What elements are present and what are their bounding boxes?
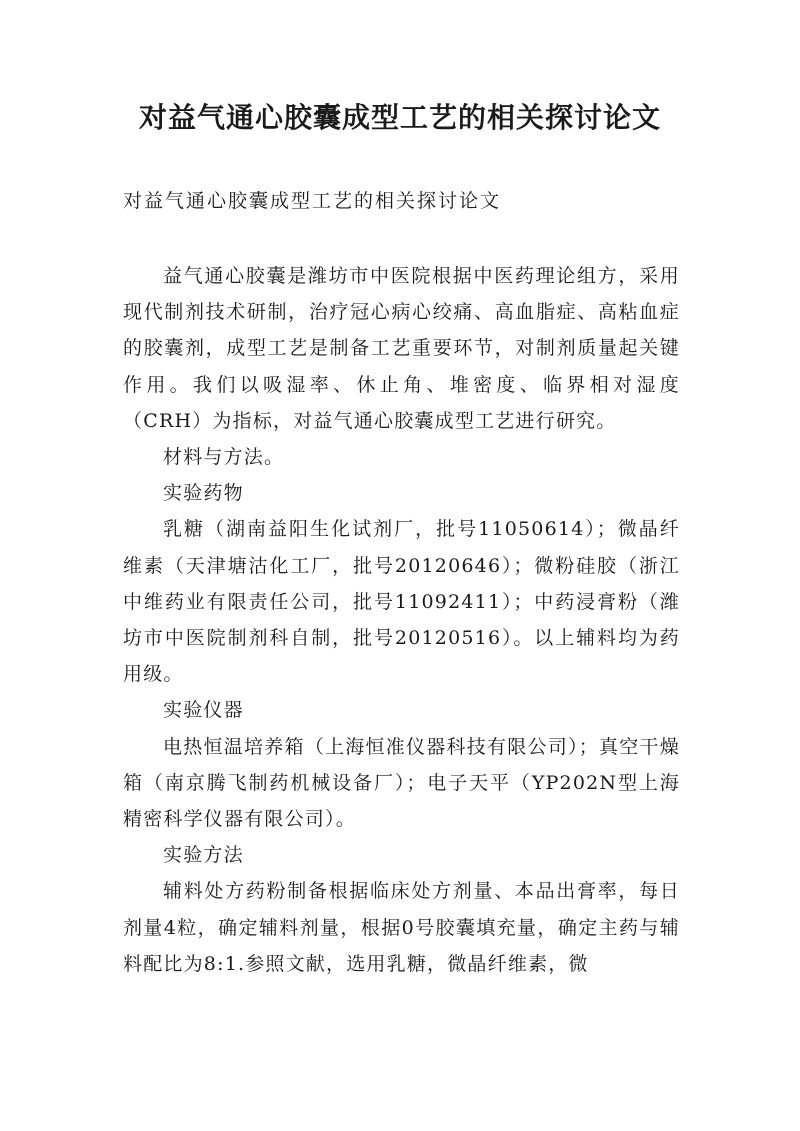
paragraph-instruments: 电热恒温培养箱（上海恒准仪器科技有限公司）；真空干燥箱（南京腾飞制药机械设备厂）；电子天平（YP202N型上海精密科学仪器有限公司）。 <box>123 735 680 831</box>
document-body <box>123 258 680 982</box>
heading-methods: 实验方法 <box>163 844 244 867</box>
heading-experimental-drugs: 实验药物 <box>163 482 244 505</box>
heading-instruments: 实验仪器 <box>163 699 244 722</box>
heading-materials-methods: 材料与方法。 <box>163 446 285 469</box>
paragraph-intro: 益气通心胶囊是潍坊市中医院根据中医药理论组方，采用现代制剂技术研制，治疗冠心病心绞痛、高血脂症、高粘血症的胶囊剂，成型工艺是制备工艺重要环节，对制剂质量起关键作用。我们以吸湿率、休止角、堆密度、临界相对湿度（CRH）为指标，对益气通心胶囊成型工艺进行研究。 <box>123 265 680 432</box>
document-title: 对益气通心胶囊成型工艺的相关探讨论文 <box>138 101 661 134</box>
paragraph-drugs: 乳糖（湖南益阳生化试剂厂，批号11050614）；微晶纤维素（天津塘沽化工厂，批号20120646）；微粉硅胶（浙江中维药业有限责任公司，批号11092411）；中药浸膏粉（潍坊市中医院制剂科自制，批号20120516）。以上辅料均为药用级。 <box>123 518 680 686</box>
paragraph-methods: 辅料处方药粉制备根据临床处方剂量、本品出膏率，每日剂量4粒，确定辅料剂量，根据0号胶囊填充量，确定主药与辅料配比为8:1.参照文献，选用乳糖，微晶纤维素，微 <box>123 880 680 975</box>
document-subtitle: 对益气通心胶囊成型工艺的相关探讨论文 <box>123 190 502 212</box>
